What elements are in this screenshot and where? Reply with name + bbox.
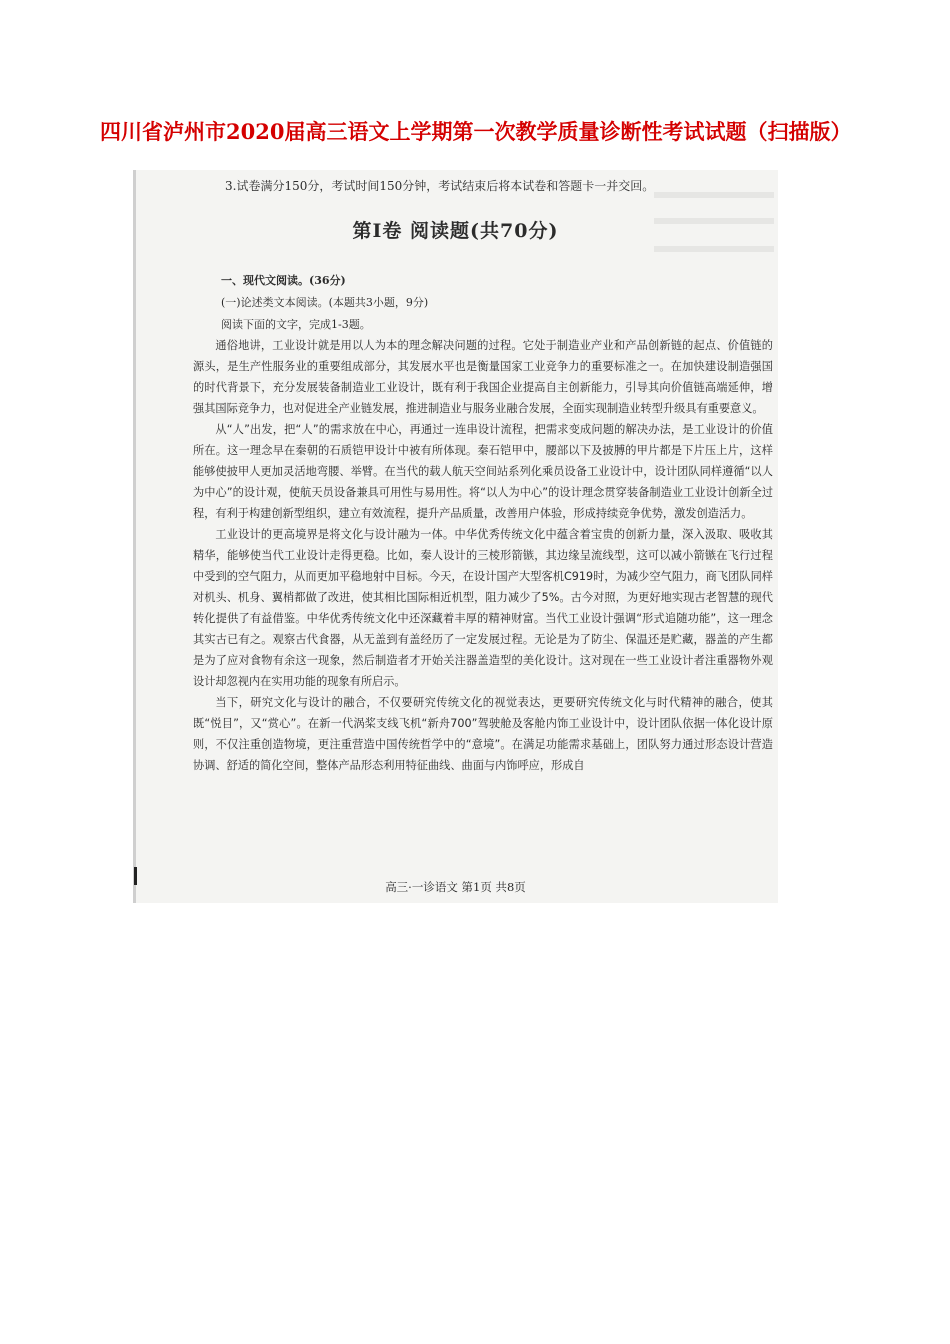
article-body bbox=[193, 335, 773, 776]
page-footer: 高三·一诊语文 第1页 共8页 bbox=[385, 880, 526, 894]
volume-title: 第Ⅰ卷 阅读题(共70分) bbox=[352, 220, 559, 242]
paragraph: 工业设计的更高境界是将文化与设计融为一体。中华优秀传统文化中蕴含着宝贵的创新力量，深入汲取、吸收其精华，能够使当代工业设计走得更稳。比如，秦人设计的三棱形箭镞，其边缘呈流线型，这可以减小箭镞在飞行过程中受到的空气阻力，从而更加平稳地射中目标。今天，在设计国产大型客机C919时，为减少空气阻力，商飞团队同样对机头、机身、翼梢都做了改进，使其相比国际相近机型，阻力减少了5%。古今对照，为更好地实现古老智慧的现代转化提供了有益借鉴。中华优秀传统文化中还深藏着丰厚的精神财富。当代工业设计强调“形式追随功能”，这一理念其实古已有之。观察古代食器，从无盖到有盖经历了一定发展过程。无论是为了防尘、保温还是贮藏，器盖的产生都是为了应对食物有余这一现象，然后制造者才开始关注器盖造型的美化设计。这对现在一些工业设计者注重器物外观设计却忽视内在实用功能的现象有所启示。 bbox=[193, 528, 773, 688]
subsection-heading: (一)论述类文本阅读。(本题共3小题，9分) bbox=[221, 296, 429, 309]
section-heading: 一、现代文阅读。(36分) bbox=[221, 274, 346, 287]
paragraph: 通俗地讲，工业设计就是用以人为本的理念解决问题的过程。它处于制造业产业和产品创新链的起点、价值链的源头，是生产性服务业的重要组成部分，其发展水平也是衡量国家工业竞争力的重要标准之一。在加快建设制造强国的时代背景下，充分发展装备制造业工业设计，既有利于我国企业提高自主创新能力，引导其向价值链高端延伸，增强其国际竞争力，也对促进全产业链发展，推进制造业与服务业融合发展，全面实现制造业转型升级具有重要意义。 bbox=[193, 339, 773, 415]
document-title: 四川省泸州市2020届高三语文上学期第一次教学质量诊断性考试试题（扫描版） bbox=[100, 119, 852, 144]
bleed-through-shadow bbox=[654, 192, 774, 198]
scan-left-edge bbox=[133, 170, 136, 903]
paragraph: 从“人”出发，把“人”的需求放在中心，再通过一连串设计流程，把需求变成问题的解决办法，是工业设计的价值所在。这一理念早在秦朝的石质铠甲设计中被有所体现。秦石铠甲中，腰部以下及披膊的甲片都是下片压上片，这样能够使披甲人更加灵活地弯腰、举臂。在当代的载人航天空间站系列化乘员设备工业设计中，设计团队同样遵循“以人为中心”的设计观，使航天员设备兼具可用性与易用性。将“以人为中心”的设计理念贯穿装备制造业工业设计创新全过程，有利于构建创新型组织，建立有效流程，提升产品质量，改善用户体验，形成持续竞争优势，激发创造活力。 bbox=[193, 423, 773, 520]
scanned-exam-page bbox=[133, 170, 778, 903]
paragraph: 当下，研究文化与设计的融合，不仅要研究传统文化的视觉表达，更要研究传统文化与时代精神的融合，使其既“悦目”，又“赏心”。在新一代涡桨支线飞机“新舟700”驾驶舱及客舱内饰工业设计中，设计团队依据一体化设计原则，不仅注重创造物境，更注重营造中国传统哲学中的“意境”。在满足功能需求基础上，团队努力通过形态设计营造协调、舒适的简化空间，整体产品形态利用特征曲线、曲面与内饰呼应，形成自 bbox=[193, 696, 773, 772]
reading-instruction: 阅读下面的文字，完成1-3题。 bbox=[221, 318, 371, 331]
bleed-through-shadow bbox=[654, 246, 774, 252]
exam-instruction-note: 3.试卷满分150分，考试时间150分钟，考试结束后将本试卷和答题卡一并交回。 bbox=[225, 179, 655, 193]
